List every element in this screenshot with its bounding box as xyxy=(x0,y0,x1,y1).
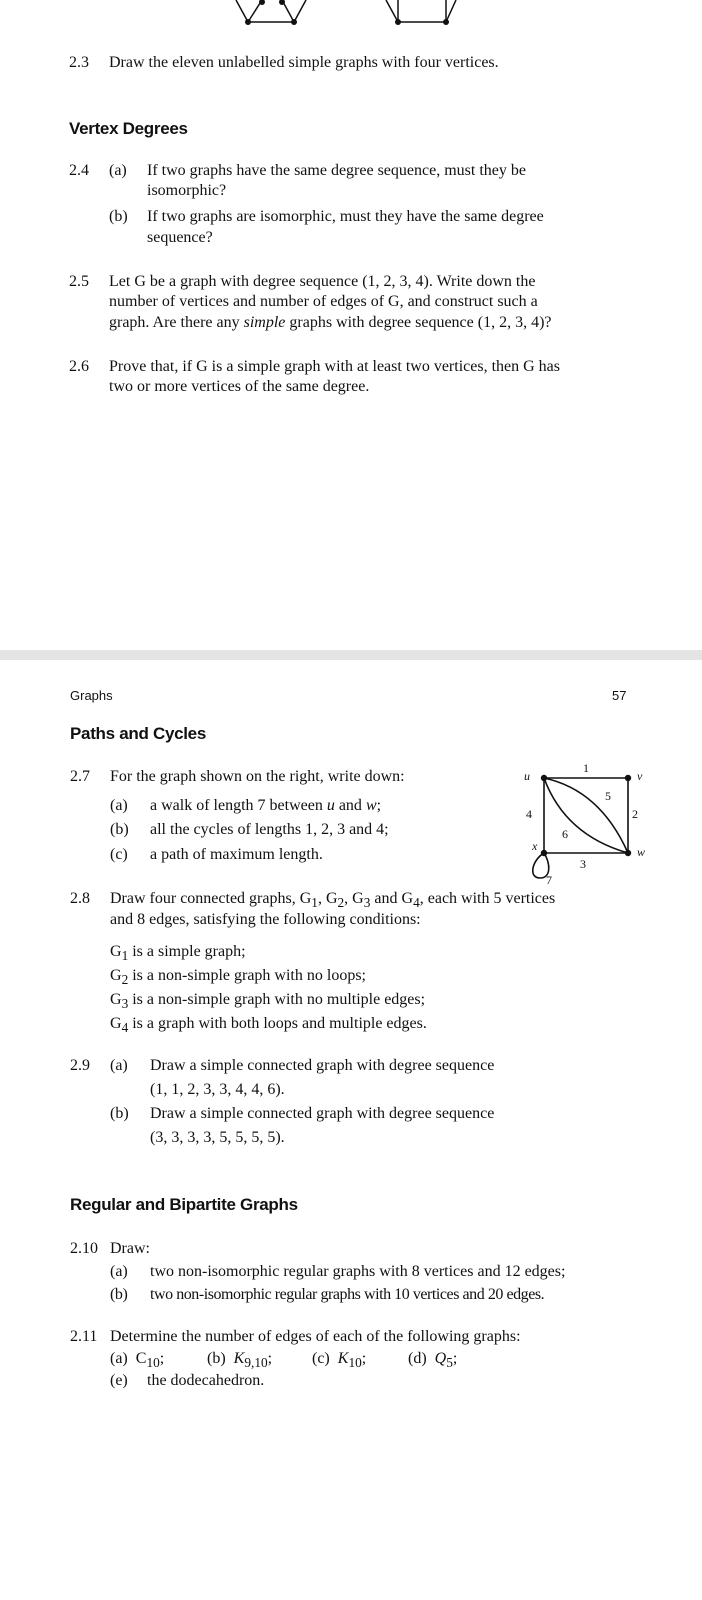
text-run: and G xyxy=(370,890,414,907)
text-run: G xyxy=(110,943,122,960)
subscript: 3 xyxy=(363,895,371,911)
top-partial-figures xyxy=(0,0,702,30)
part-text: two non-isomorphic regular graphs with 10 vertices and 20 edges. xyxy=(150,1286,545,1303)
text-run: is a non-simple graph with no multiple edges; xyxy=(128,991,426,1008)
question-number: 2.6 xyxy=(69,358,89,375)
part-text xyxy=(150,795,381,817)
condition-g3 xyxy=(110,989,425,1015)
text-run: Draw four connected graphs, G xyxy=(110,890,312,907)
part-text: sequence? xyxy=(147,229,213,246)
text-run-italic: w xyxy=(365,797,377,814)
edge-label-7: 7 xyxy=(546,873,552,887)
edge-label-4: 4 xyxy=(526,807,532,821)
question-2-7 xyxy=(70,766,520,876)
question-number: 2.9 xyxy=(70,1057,90,1074)
graph-figure xyxy=(510,760,660,900)
part-label: (a) xyxy=(109,162,127,179)
subscript: 1 xyxy=(311,895,318,911)
vertex-label-v: v xyxy=(637,769,643,783)
question-text: and 8 edges, satisfying the following conditions: xyxy=(110,911,421,928)
part-text: the dodecahedron. xyxy=(147,1372,265,1389)
text-run: is a simple graph; xyxy=(128,943,246,960)
question-2-10 xyxy=(70,1238,670,1313)
edge-6 xyxy=(544,778,628,853)
page-separator xyxy=(0,650,702,660)
section-heading-regular-bipartite: Regular and Bipartite Graphs xyxy=(70,1195,298,1214)
question-number: 2.11 xyxy=(70,1328,98,1345)
question-2-8 xyxy=(70,888,670,1048)
subscript: 2 xyxy=(337,895,345,911)
question-text: Determine the number of edges of each of the following graphs: xyxy=(110,1328,521,1345)
part-label: (b) xyxy=(109,208,128,225)
section-heading-paths-cycles: Paths and Cycles xyxy=(70,724,206,743)
part-text: Draw a simple connected graph with degree sequence xyxy=(150,1057,495,1074)
subscript: 10 xyxy=(146,1355,160,1371)
text-run-italic: K xyxy=(233,1350,245,1367)
part-label: (b) xyxy=(110,1105,129,1122)
question-2-9 xyxy=(70,1055,670,1155)
part-label: (e) xyxy=(110,1372,128,1389)
text-run: G xyxy=(110,1015,122,1032)
part-text: isomorphic? xyxy=(147,182,227,199)
part-text: If two graphs are isomorphic, must they have the same degree xyxy=(147,208,544,225)
text-run: C xyxy=(135,1350,147,1367)
question-2-6 xyxy=(69,356,669,401)
text-run: ; xyxy=(376,797,382,814)
text-run: and xyxy=(334,797,366,814)
part-text: If two graphs have the same degree sequence, must they be xyxy=(147,162,526,179)
running-header: Graphs xyxy=(70,688,113,703)
part-d xyxy=(408,1348,457,1374)
text-run: , G xyxy=(344,890,364,907)
edge-label-2: 2 xyxy=(632,807,638,821)
part-label: (a) xyxy=(110,797,128,814)
text-run: G xyxy=(110,991,122,1008)
edge-label-6: 6 xyxy=(562,827,568,841)
vertex-label-w: w xyxy=(637,845,646,859)
edge-5 xyxy=(544,778,628,853)
part-text: (3, 3, 3, 3, 5, 5, 5, 5). xyxy=(150,1129,285,1146)
vertex-x xyxy=(541,850,547,856)
part-label: (c) xyxy=(110,846,128,863)
text-run-italic: K xyxy=(337,1350,349,1367)
text-run: graphs with degree sequence (1, 2, 3, 4)? xyxy=(285,314,552,331)
edge-label-1: 1 xyxy=(583,761,589,775)
vertex-v xyxy=(625,775,631,781)
part-label: (b) xyxy=(110,1286,128,1303)
part-label: (a) xyxy=(110,1350,128,1367)
part-text: a path of maximum length. xyxy=(150,846,323,863)
question-2-4 xyxy=(69,160,669,255)
vertex-u xyxy=(541,775,547,781)
subscript: 4 xyxy=(413,895,420,911)
part-label: (d) xyxy=(408,1350,427,1367)
question-2-3 xyxy=(69,52,499,74)
edge-label-5: 5 xyxy=(605,789,611,803)
part-c xyxy=(312,1348,366,1374)
question-text: Draw: xyxy=(110,1240,150,1257)
text-run: a walk of length 7 between xyxy=(150,797,327,814)
vertex-label-x: x xyxy=(532,839,538,853)
part-label: (b) xyxy=(110,821,129,838)
part-text: (1, 1, 2, 3, 3, 4, 4, 6). xyxy=(150,1081,285,1098)
condition-g4 xyxy=(110,1013,427,1039)
question-number: 2.4 xyxy=(69,162,89,179)
text-run-italic: Q xyxy=(434,1350,447,1367)
question-text xyxy=(109,312,552,334)
text-run: , G xyxy=(317,890,338,907)
text-run: ; xyxy=(361,1350,367,1367)
subscript: 1 xyxy=(121,948,129,964)
text-run: G xyxy=(110,967,122,984)
text-run: ; xyxy=(267,1350,273,1367)
vertex-label-u: u xyxy=(524,769,530,783)
condition-g2 xyxy=(110,965,366,991)
question-text: Let G be a graph with degree sequence (1, 2, 3, 4). Write down the xyxy=(109,273,536,290)
question-number: 2.5 xyxy=(69,273,89,290)
part-label: (a) xyxy=(110,1057,128,1074)
question-number: 2.10 xyxy=(70,1240,98,1257)
part-text: Draw a simple connected graph with degree sequence xyxy=(150,1105,495,1122)
subscript: 9,10 xyxy=(244,1355,268,1371)
question-2-11 xyxy=(70,1326,670,1401)
question-text: Draw the eleven unlabelled simple graphs with four vertices. xyxy=(109,54,499,71)
question-text: two or more vertices of the same degree. xyxy=(109,378,370,395)
text-run-italic: simple xyxy=(243,314,286,331)
page-number: 57 xyxy=(612,688,627,703)
subscript: 2 xyxy=(121,972,129,988)
part-text: two non-isomorphic regular graphs with 8 vertices and 12 edges; xyxy=(150,1263,566,1280)
text-run: is a non-simple graph with no loops; xyxy=(128,967,366,984)
text-run: , each with 5 vertices xyxy=(419,890,556,907)
subscript: 10 xyxy=(348,1355,362,1371)
question-number: 2.3 xyxy=(69,54,89,71)
question-text: number of vertices and number of edges of G, and construct such a xyxy=(109,293,538,310)
text-run-italic: u xyxy=(326,797,335,814)
question-2-5 xyxy=(69,271,669,341)
subscript: 5 xyxy=(446,1355,453,1371)
question-number: 2.7 xyxy=(70,768,90,785)
subscript: 4 xyxy=(121,1020,129,1036)
text-run: ; xyxy=(452,1350,458,1367)
part-label: (c) xyxy=(312,1350,330,1367)
question-number: 2.8 xyxy=(70,890,90,907)
section-heading-vertex-degrees: Vertex Degrees xyxy=(69,119,188,138)
subscript: 3 xyxy=(121,996,129,1012)
vertex-w xyxy=(625,850,631,856)
question-text: For the graph shown on the right, write down: xyxy=(110,768,405,785)
text-run: is a graph with both loops and multiple edges. xyxy=(128,1015,427,1032)
condition-g1 xyxy=(110,941,246,967)
part-text: all the cycles of lengths 1, 2, 3 and 4; xyxy=(150,821,389,838)
part-label: (b) xyxy=(207,1350,226,1367)
text-run: ; xyxy=(159,1350,165,1367)
text-run: graph. Are there any xyxy=(109,314,244,331)
question-text: Prove that, if G is a simple graph with at least two vertices, then G has xyxy=(109,358,561,375)
edge-label-3: 3 xyxy=(580,857,586,871)
part-label: (a) xyxy=(110,1263,128,1280)
